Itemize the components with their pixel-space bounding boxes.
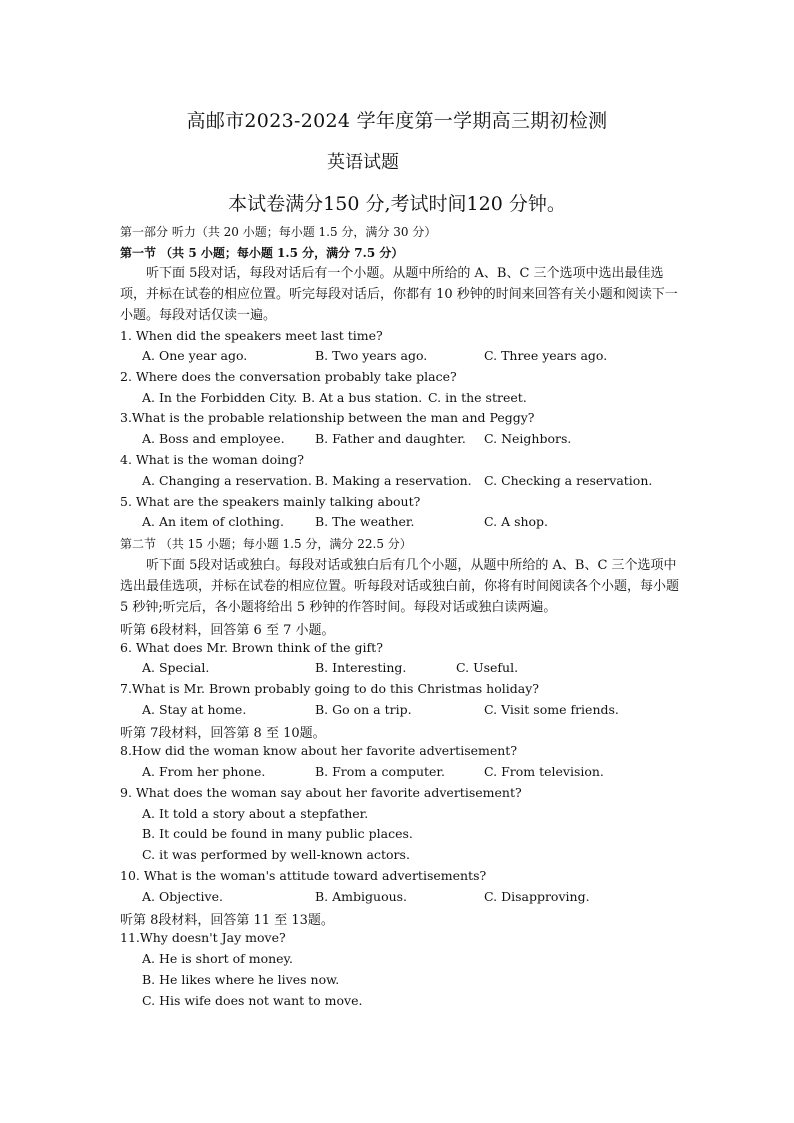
q4-option-c: C. Checking a reservation.: [484, 473, 653, 488]
q8-option-c: C. From television.: [484, 764, 604, 779]
q7-option-c: C. Visit some friends.: [484, 702, 619, 717]
q3-option-b: B. Father and daughter.: [315, 431, 466, 446]
q5-option-c: C. A shop.: [484, 514, 549, 529]
question-11: 11.Why doesn't Jay move?: [120, 930, 286, 945]
section1-instructions: 听下面 5段对话，每段对话后有一个小题。从题中所给的 A、B、C 三个选项中选出最佳选项，并标在试卷的相应位置。听完每段对话后，你都有 10 秒钟的时间来回答有关小题和阅读下一小题。每段对话仅读一遍。: [120, 266, 678, 323]
q11-option-a: A. He is short of money.: [142, 951, 293, 966]
q2-option-b: B. At a bus station.: [302, 390, 423, 405]
section2-heading: 第二节 （共 15 小题；每小题 1.5 分，满分 22.5 分）: [120, 537, 412, 551]
q3-option-c: C. Neighbors.: [484, 431, 572, 446]
part-heading: 第一部分 听力（共 20 小题；每小题 1.5 分，满分 30 分）: [120, 225, 437, 239]
question-1: 1. When did the speakers meet last time?: [120, 328, 383, 343]
question-2: 2. Where does the conversation probably take place?: [120, 369, 457, 384]
material-note-8: 听第 8段材料，回答第 11 至 13题。: [120, 913, 334, 928]
q8-option-a: A. From her phone.: [142, 764, 266, 779]
q4-option-a: A. Changing a reservation.: [142, 473, 312, 488]
q10-option-c: C. Disapproving.: [484, 889, 590, 904]
q7-option-a: A. Stay at home.: [142, 702, 247, 717]
q5-option-b: B. The weather.: [315, 514, 415, 529]
material-note-7: 听第 7段材料，回答第 8 至 10题。: [120, 726, 326, 741]
q11-option-b: B. He likes where he lives now.: [142, 972, 340, 987]
question-9: 9. What does the woman say about her favorite advertisement?: [120, 785, 522, 800]
q5-option-a: A. An item of clothing.: [142, 514, 285, 529]
q9-option-a: A. It told a story about a stepfather.: [142, 806, 369, 821]
score-note: 本试卷满分150 分,考试时间120 分钟。: [228, 193, 566, 215]
question-5: 5. What are the speakers mainly talking about?: [120, 494, 421, 509]
q1-option-c: C. Three years ago.: [484, 348, 608, 363]
q6-option-b: B. Interesting.: [315, 660, 407, 675]
q2-option-a: A. In the Forbidden City.: [142, 390, 298, 405]
q9-option-c: C. it was performed by well-known actors.: [142, 847, 410, 862]
material-note-6: 听第 6段材料，回答第 6 至 7 小题。: [120, 623, 335, 638]
q1-option-a: A. One year ago.: [142, 348, 248, 363]
question-8: 8.How did the woman know about her favorite advertisement?: [120, 743, 518, 758]
question-10: 10. What is the woman's attitude toward advertisements?: [120, 868, 487, 883]
section1-heading: 第一节 （共 5 小题；每小题 1.5 分，满分 7.5 分）: [120, 246, 404, 260]
q2-option-c: C. in the street.: [428, 390, 527, 405]
q10-option-a: A. Objective.: [142, 889, 223, 904]
exam-subject: 英语试题: [327, 152, 399, 173]
q7-option-b: B. Go on a trip.: [315, 702, 412, 717]
exam-title: 高邮市2023-2024 学年度第一学期高三期初检测: [186, 110, 608, 132]
question-7: 7.What is Mr. Brown probably going to do this Christmas holiday?: [120, 681, 539, 696]
question-6: 6. What does Mr. Brown think of the gift?: [120, 640, 383, 655]
q11-option-c: C. His wife does not want to move.: [142, 993, 363, 1008]
q6-option-a: A. Special.: [142, 660, 210, 675]
q3-option-a: A. Boss and employee.: [142, 431, 285, 446]
q10-option-b: B. Ambiguous.: [315, 889, 408, 904]
q4-option-b: B. Making a reservation.: [315, 473, 472, 488]
q6-option-c: C. Useful.: [456, 660, 519, 675]
q8-option-b: B. From a computer.: [315, 764, 445, 779]
question-4: 4. What is the woman doing?: [120, 452, 304, 467]
q1-option-b: B. Two years ago.: [315, 348, 428, 363]
question-3: 3.What is the probable relationship between the man and Peggy?: [120, 410, 535, 425]
section2-instructions: 听下面 5段对话或独白。每段对话或独白后有几个小题，从题中所给的 A、B、C 三个选项中选出最佳选项，并标在试卷的相应位置。听每段对话或独白前，你将有时间阅读各个小题，每小题 5 秒钟;听完后，各小题将给出 5 秒钟的作答时间。每段对话或独白读两遍。: [120, 558, 680, 615]
q9-option-b: B. It could be found in many public places.: [142, 826, 413, 841]
